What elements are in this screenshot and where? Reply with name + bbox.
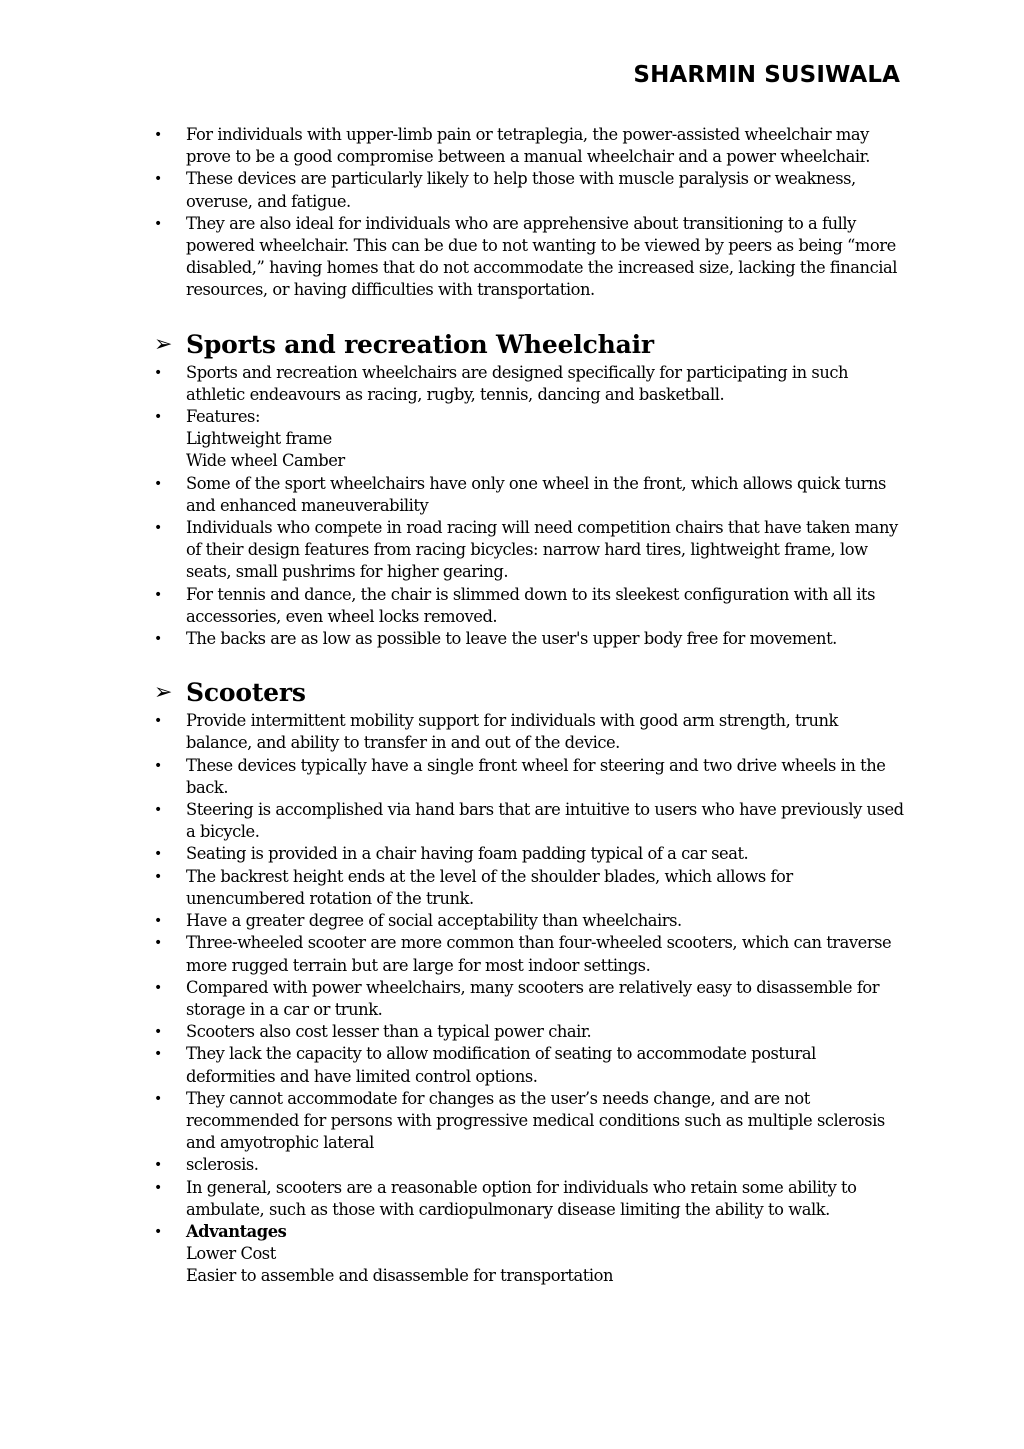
list-item: • Compared with power wheelchairs, many scooters are relatively easy to disassemble for storage in a car or trunk.	[154, 977, 904, 1021]
list-item: • Three-wheeled scooter are more common than four-wheeled scooters, which can traverse more rugged terrain but are large for most indoor settings.	[154, 932, 904, 976]
list-item: • For individuals with upper-limb pain or tetraplegia, the power-assisted wheelchair may prove to be a good compromise between a manual wheelchair and a power wheelchair.	[154, 124, 904, 168]
advantage-line: Easier to assemble and disassemble for transportation	[186, 1266, 614, 1286]
list-item: • These devices are particularly likely to help those with muscle paralysis or weakness, overuse, and fatigue.	[154, 168, 904, 212]
list-item: • Have a greater degree of social acceptability than wheelchairs.	[154, 910, 904, 932]
document-body	[154, 124, 904, 1288]
list-item: • Some of the sport wheelchairs have only one wheel in the front, which allows quick turns and enhanced maneuverability	[154, 473, 904, 517]
list-item: • Sports and recreation wheelchairs are designed specifically for participating in such athletic endeavours as racing, rugby, tennis, dancing and basketball.	[154, 362, 904, 406]
arrow-bullet-icon: ➢	[154, 680, 173, 706]
list-item: • Individuals who compete in road racing will need competition chairs that have taken many of their design features from racing bicycles: narrow hard tires, lightweight frame, low seats, small pushrims for higher gearing.	[154, 517, 904, 584]
list-item: • Provide intermittent mobility support for individuals with good arm strength, trunk balance, and ability to transfer in and out of the device.	[154, 710, 904, 754]
features-label: • Features:	[186, 407, 260, 427]
list-item: • These devices typically have a single front wheel for steering and two drive wheels in the back.	[154, 755, 904, 799]
list-item: • In general, scooters are a reasonable option for individuals who retain some ability to ambulate, such as those with cardiopulmonary disease limiting the ability to walk.	[154, 1177, 904, 1221]
advantages-list-item	[154, 1221, 904, 1288]
intro-bullet-list	[154, 124, 904, 302]
list-item: • The backrest height ends at the level of the shoulder blades, which allows for unencumbered rotation of the trunk.	[154, 866, 904, 910]
feature-line: Wide wheel Camber	[186, 451, 345, 471]
feature-line: Lightweight frame	[186, 429, 332, 449]
page-header-author: SHARMIN SUSIWALA	[633, 62, 900, 88]
list-item: • They cannot accommodate for changes as the user’s needs change, and are not recommended for persons with progressive medical conditions such as multiple sclerosis and amyotrophic lateral	[154, 1088, 904, 1155]
list-item: • Scooters also cost lesser than a typical power chair.	[154, 1021, 904, 1043]
list-item: • Steering is accomplished via hand bars that are intuitive to users who have previously used a bicycle.	[154, 799, 904, 843]
scooters-bullet-list	[154, 710, 904, 1287]
list-item: • They are also ideal for individuals who are apprehensive about transitioning to a fully powered wheelchair. This can be due to not wanting to be viewed by peers as being “more disabled,” having homes that do not accommodate the increased size, lacking the financial resources, or having difficulties with transportation.	[154, 213, 904, 302]
section-heading-scooters	[154, 678, 904, 708]
list-item: • For tennis and dance, the chair is slimmed down to its sleekest configuration with all its accessories, even wheel locks removed.	[154, 584, 904, 628]
arrow-bullet-icon: ➢	[154, 331, 173, 357]
advantage-line: Lower Cost	[186, 1244, 276, 1264]
advantages-label: • Advantages	[186, 1221, 287, 1241]
sports-bullet-list	[154, 362, 904, 651]
section-heading-text: Sports and recreation Wheelchair	[186, 329, 654, 359]
list-item: • sclerosis.	[154, 1154, 904, 1176]
list-item: • The backs are as low as possible to leave the user's upper body free for movement.	[154, 628, 904, 650]
list-item: • They lack the capacity to allow modification of seating to accommodate postural deformities and have limited control options.	[154, 1043, 904, 1087]
section-heading-text: Scooters	[186, 678, 306, 708]
section-heading-sports	[154, 330, 904, 360]
features-list-item	[154, 406, 904, 473]
list-item: • Seating is provided in a chair having foam padding typical of a car seat.	[154, 843, 904, 865]
